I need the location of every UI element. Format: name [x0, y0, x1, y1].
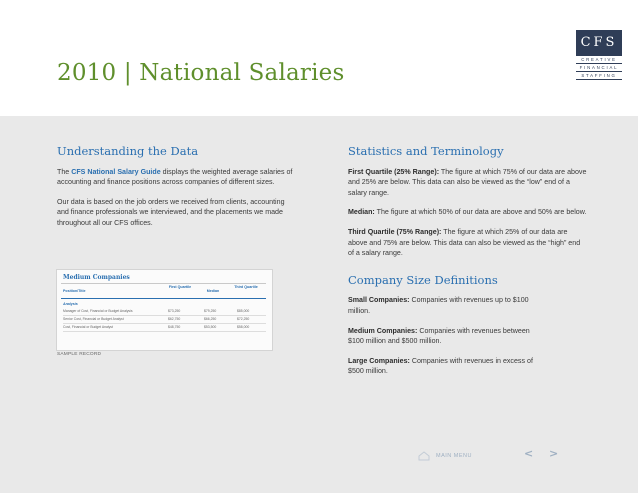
- first-quartile-definition: [348, 167, 588, 199]
- large-companies-label: Large Companies:: [348, 356, 410, 365]
- medium-companies-text: Companies with revenues between $100 million and $500 million.: [348, 326, 530, 346]
- sample-header-row: [61, 283, 266, 299]
- row-first: $73,250: [168, 309, 181, 313]
- median-text: The figure at which 50% of our data are above and 50% are below.: [374, 208, 587, 217]
- third-quartile-definition: [348, 227, 588, 259]
- third-quartile-label: Third Quartile (75% Range):: [348, 227, 442, 236]
- median-definition: [348, 207, 588, 218]
- previous-page-button[interactable]: <: [524, 447, 534, 460]
- row-first: $48,750: [168, 325, 181, 329]
- left-column: [57, 146, 297, 238]
- sample-title: Medium Companies: [63, 274, 130, 281]
- row-first: $62,750: [168, 317, 181, 321]
- logo-mark: CFS: [576, 30, 622, 56]
- logo-line-3: STAFFING: [576, 72, 622, 80]
- sample-col-third: Third Quartile: [234, 285, 258, 289]
- logo-line-2: FINANCIAL: [576, 64, 622, 72]
- sample-record-table: [56, 269, 273, 351]
- home-icon[interactable]: [418, 451, 430, 461]
- data-source-paragraph: Our data is based on the job orders we received from clients, accounting and finance professionals we interviewed, and the placements we made throughout all our CFS offices.: [57, 197, 285, 227]
- understanding-heading: Understanding the Data: [57, 144, 199, 158]
- row-median: $53,500: [204, 325, 217, 329]
- intro-paragraph: [57, 167, 297, 188]
- salary-guide-link[interactable]: CFS National Salary Guide: [71, 167, 161, 176]
- sample-section: Analysis: [63, 302, 78, 306]
- row-title: Manager of Cost, Financial or Budget Analysis: [63, 309, 133, 313]
- third-quartile-text: The figure at which 25% of our data are above and 75% are below. This data can also be viewed as the “high” end of a salary range.: [348, 227, 581, 258]
- first-quartile-label: First Quartile (25% Range):: [348, 167, 440, 176]
- cfs-logo: [576, 30, 622, 86]
- table-row: [63, 308, 266, 316]
- table-row: [63, 316, 266, 324]
- company-size-heading: Company Size Definitions: [348, 272, 498, 287]
- large-companies-text: Companies with revenues in excess of $500 million.: [348, 356, 533, 376]
- row-median: $66,250: [204, 317, 217, 321]
- page-title: 2010 | National Salaries: [57, 60, 345, 86]
- large-companies-definition: [348, 356, 538, 377]
- sample-col-position: Position/Title: [63, 289, 86, 293]
- logo-line-1: CREATIVE: [576, 56, 622, 64]
- first-quartile-text: The figure at which 75% of our data are above and 25% are below. This data can also be viewed as the “low” end of a salary range.: [348, 167, 587, 197]
- small-companies-label: Small Companies:: [348, 296, 410, 305]
- table-row: [63, 324, 266, 332]
- statistics-heading: Statistics and Terminology: [348, 144, 504, 158]
- row-third: $85,000: [237, 309, 250, 313]
- intro-suffix: displays the weighted average salaries of accounting and finance positions across companies of different sizes.: [57, 167, 293, 187]
- small-companies-definition: [348, 295, 538, 316]
- header-area: [0, 0, 638, 116]
- medium-companies-label: Medium Companies:: [348, 326, 418, 335]
- row-title: Senior Cost, Financial or Budget Analyst: [63, 317, 124, 321]
- main-menu-link[interactable]: MAIN MENU: [436, 453, 472, 459]
- row-third: $72,250: [237, 317, 250, 321]
- row-title: Cost, Financial or Budget Analyst: [63, 325, 113, 329]
- sample-col-first: First Quartile: [168, 285, 192, 289]
- intro-prefix: The: [57, 167, 72, 176]
- medium-companies-definition: [348, 326, 538, 347]
- row-third: $58,000: [237, 325, 250, 329]
- content-panel: [0, 116, 638, 493]
- sample-record-caption: SAMPLE RECORD: [57, 352, 102, 357]
- row-median: $79,250: [204, 309, 217, 313]
- median-label: Median:: [348, 208, 375, 217]
- sample-col-median: Median: [206, 289, 220, 293]
- small-companies-text: Companies with revenues up to $100 million.: [348, 296, 529, 315]
- next-page-button[interactable]: >: [549, 447, 559, 460]
- right-column: [348, 146, 588, 386]
